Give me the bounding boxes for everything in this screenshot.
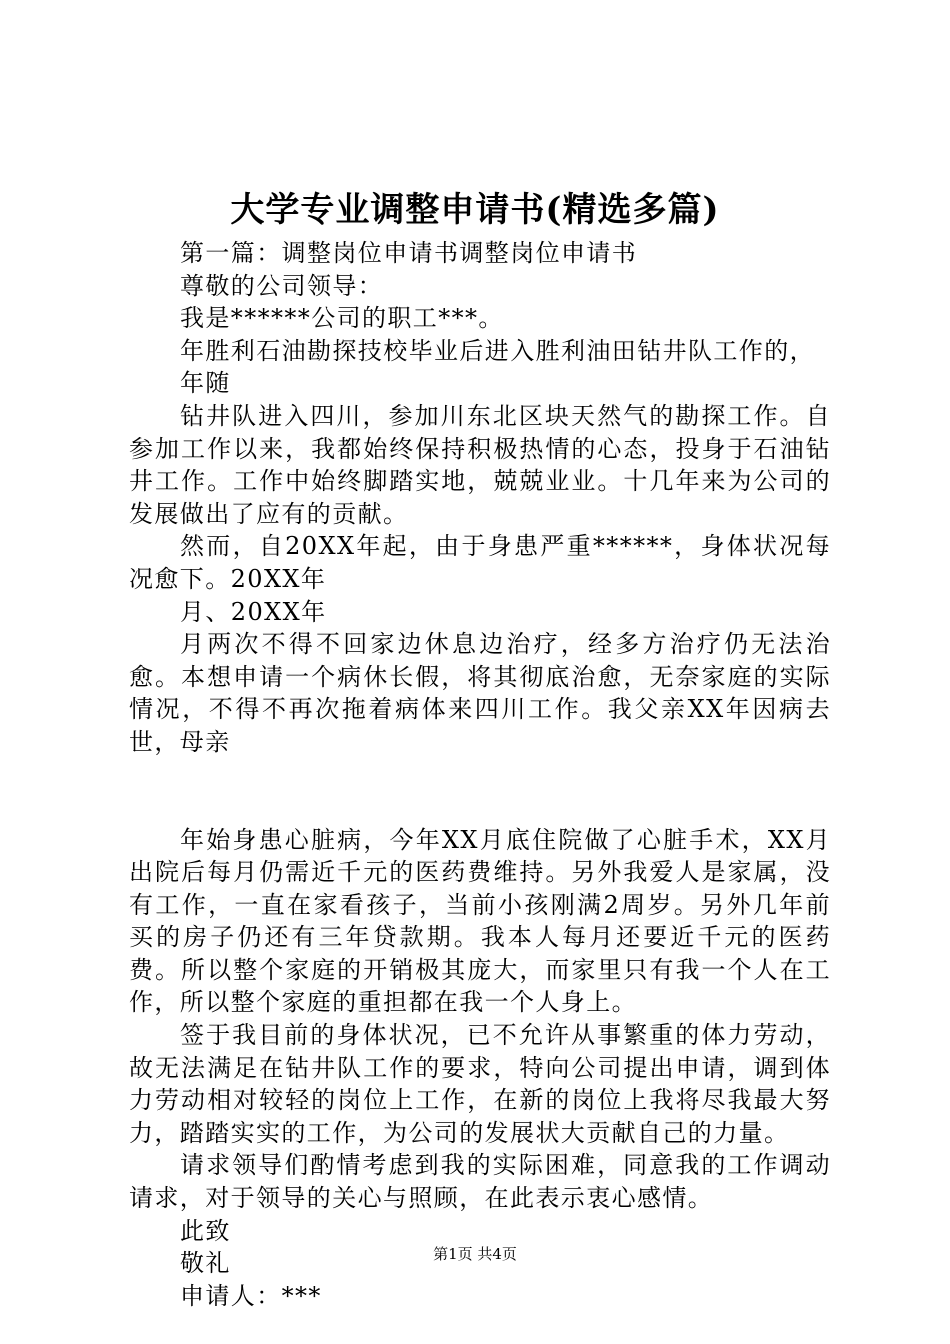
paragraph-cizhi: 此致: [180, 1216, 231, 1245]
paragraph-salutation: 尊敬的公司领导：: [180, 271, 384, 300]
paragraph-month-fragment: 月、20XX年: [180, 597, 327, 626]
paragraph-intro: 我是******公司的职工***。: [180, 304, 504, 333]
document-body: [129, 237, 831, 1312]
page-indicator: 第1页 共4页: [433, 1245, 517, 1263]
paragraph-illness: 然而，自20XX年起，由于身患严重******，身体状况每况愈下。20XX年: [129, 532, 831, 593]
paragraph-family: 年始身患心脏病，今年XX月底住院做了心脏手术，XX月出院后每月仍需近千元的医药费维持。另外我爱人是家属，没有工作，一直在家看孩子，当前小孩刚满2周岁。另外几年前买的房子仍还有三年贷款期。我本人每月还要近千元的医药费。所以整个家庭的开销极其庞大，而家里只有我一个人在工作，所以整个家庭的重担都在我一个人身上。: [129, 825, 831, 1017]
paragraph-year-fragment: 年随: [180, 369, 231, 398]
paragraph-work-history: 钻井队进入四川，参加川东北区块天然气的勘探工作。自参加工作以来，我都始终保持积极热情的心态，投身于石油钻井工作。工作中始终脚踏实地，兢兢业业。十几年来为公司的发展做出了应有的贡献。: [129, 401, 831, 528]
paragraph-jingli: 敬礼: [180, 1249, 231, 1278]
paragraph-applicant: 申请人：***: [180, 1281, 322, 1310]
paragraph-closing: 请求领导们酌情考虑到我的实际困难，同意我的工作调动请求，对于领导的关心与照顾，在此表示衷心感情。: [129, 1151, 831, 1213]
paragraph-request: 签于我目前的身体状况，已不允许从事繁重的体力劳动，故无法满足在钻井队工作的要求，特向公司提出申请，调到体力劳动相对较轻的岗位上工作，在新的岗位上我将尽我最大努力，踏踏实实的工作，为公司的发展状大贡献自己的力量。: [129, 1021, 831, 1147]
paragraph-graduation: 年胜利石油勘探技校毕业后进入胜利油田钻井队工作的，: [180, 336, 815, 365]
document-title: 大学专业调整申请书(精选多篇): [230, 190, 720, 230]
paragraph-section-heading: 第一篇：调整岗位申请书调整岗位申请书: [180, 239, 638, 267]
paragraph-treatment: 月两次不得不回家边休息边治疗，经多方治疗仍无法治愈。本想申请一个病休长假，将其彻底治愈，无奈家庭的实际情况，不得不再次拖着病体来四川工作。我父亲XX年因病去世，母亲: [129, 630, 831, 756]
paragraph-gap: [129, 759, 831, 824]
